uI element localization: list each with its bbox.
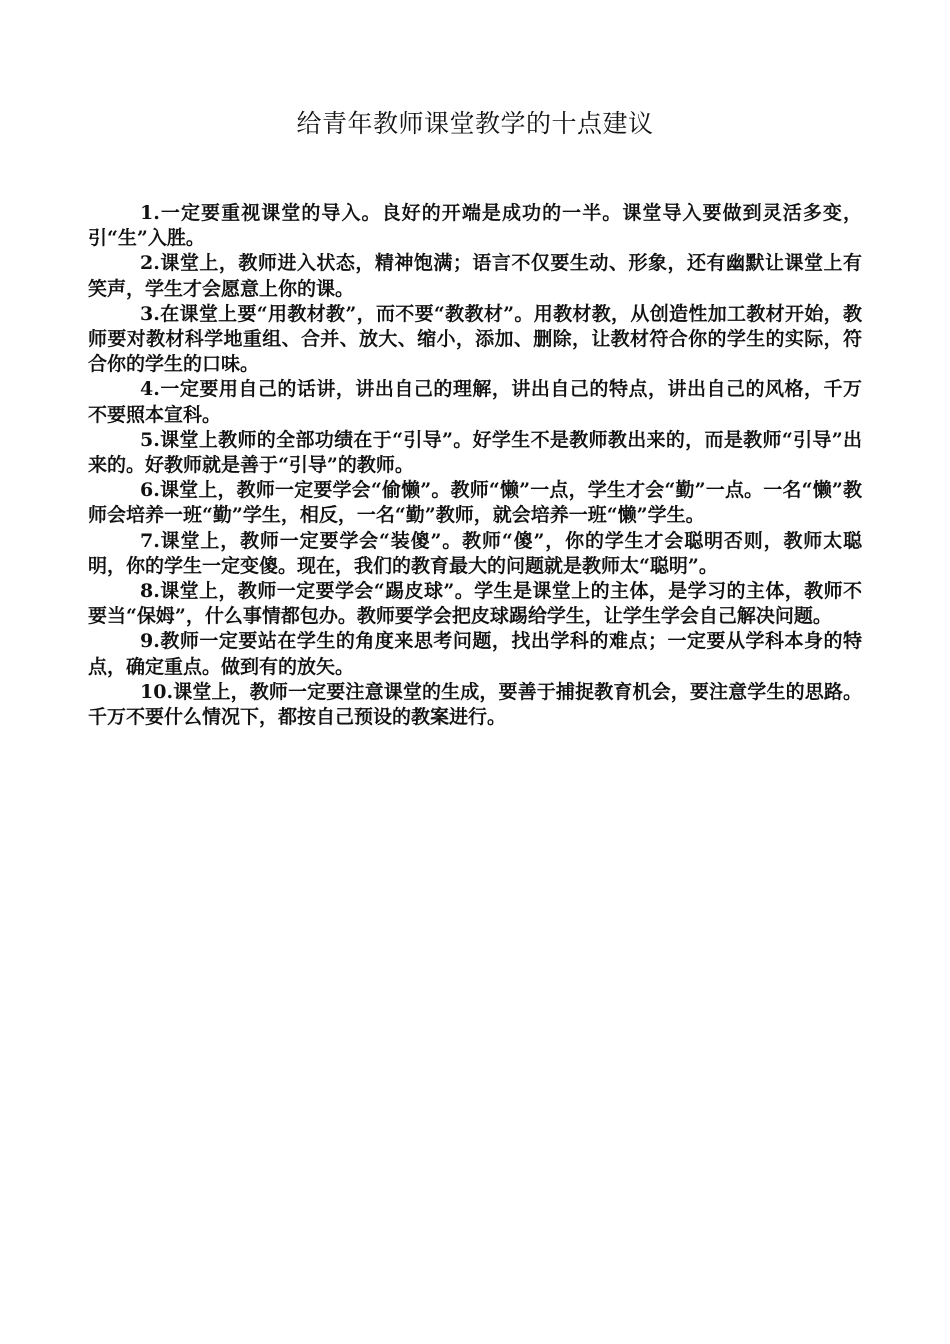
paragraph-3: 3.在课堂上要“用教材教”，而不要“教教材”。用教材教，从创造性加工教材开始，教师要对教材科学地重组、合并、放大、缩小，添加、删除，让教材符合你的学生的实际，符合你的学生的口味。 <box>88 302 862 376</box>
paragraph-2: 2.课堂上，教师进入状态，精神饱满；语言不仅要生动、形象，还有幽默让课堂上有笑声，学生才会愿意上你的课。 <box>88 252 862 300</box>
paragraph-10: 10.课堂上，教师一定要注意课堂的生成，要善于捕捉教育机会，要注意学生的思路。千万不要什么情况下，都按自己预设的教案进行。 <box>88 680 862 729</box>
paragraph-7: 7.课堂上，教师一定要学会“装傻”。教师“傻”，你的学生才会聪明否则，教师太聪明，你的学生一定变傻。现在，我们的教育最大的问题就是教师太“聪明”。 <box>88 529 862 577</box>
paragraph-1: 1.一定要重视课堂的导入。良好的开端是成功的一半。课堂导入要做到灵活多变，引“生”入胜。 <box>88 202 862 250</box>
document-body <box>88 201 862 730</box>
paragraph-6: 6.课堂上，教师一定要学会“偷懒”。教师“懒”一点，学生才会“勤”一点。一名“懒”教师会培养一班“勤”学生，相反，一名“勤”教师，就会培养一班“懒”学生。 <box>88 479 862 527</box>
paragraph-4: 4.一定要用自己的话讲，讲出自己的理解，讲出自己的特点，讲出自己的风格，千万不要照本宣科。 <box>88 378 862 426</box>
paragraph-5: 5.课堂上教师的全部功绩在于“引导”。好学生不是教师教出来的，而是教师“引导”出来的。好教师就是善于“引导”的教师。 <box>88 428 862 477</box>
paragraph-9: 9.教师一定要站在学生的角度来思考问题，找出学科的难点；一定要从学科本身的特点，确定重点。做到有的放矢。 <box>88 630 862 678</box>
document-title: 给青年教师课堂教学的十点建议 <box>296 109 654 138</box>
paragraph-8: 8.课堂上，教师一定要学会“踢皮球”。学生是课堂上的主体，是学习的主体，教师不要当“保姆”，什么事情都包办。教师要学会把皮球踢给学生，让学生学会自己解决问题。 <box>88 580 862 628</box>
